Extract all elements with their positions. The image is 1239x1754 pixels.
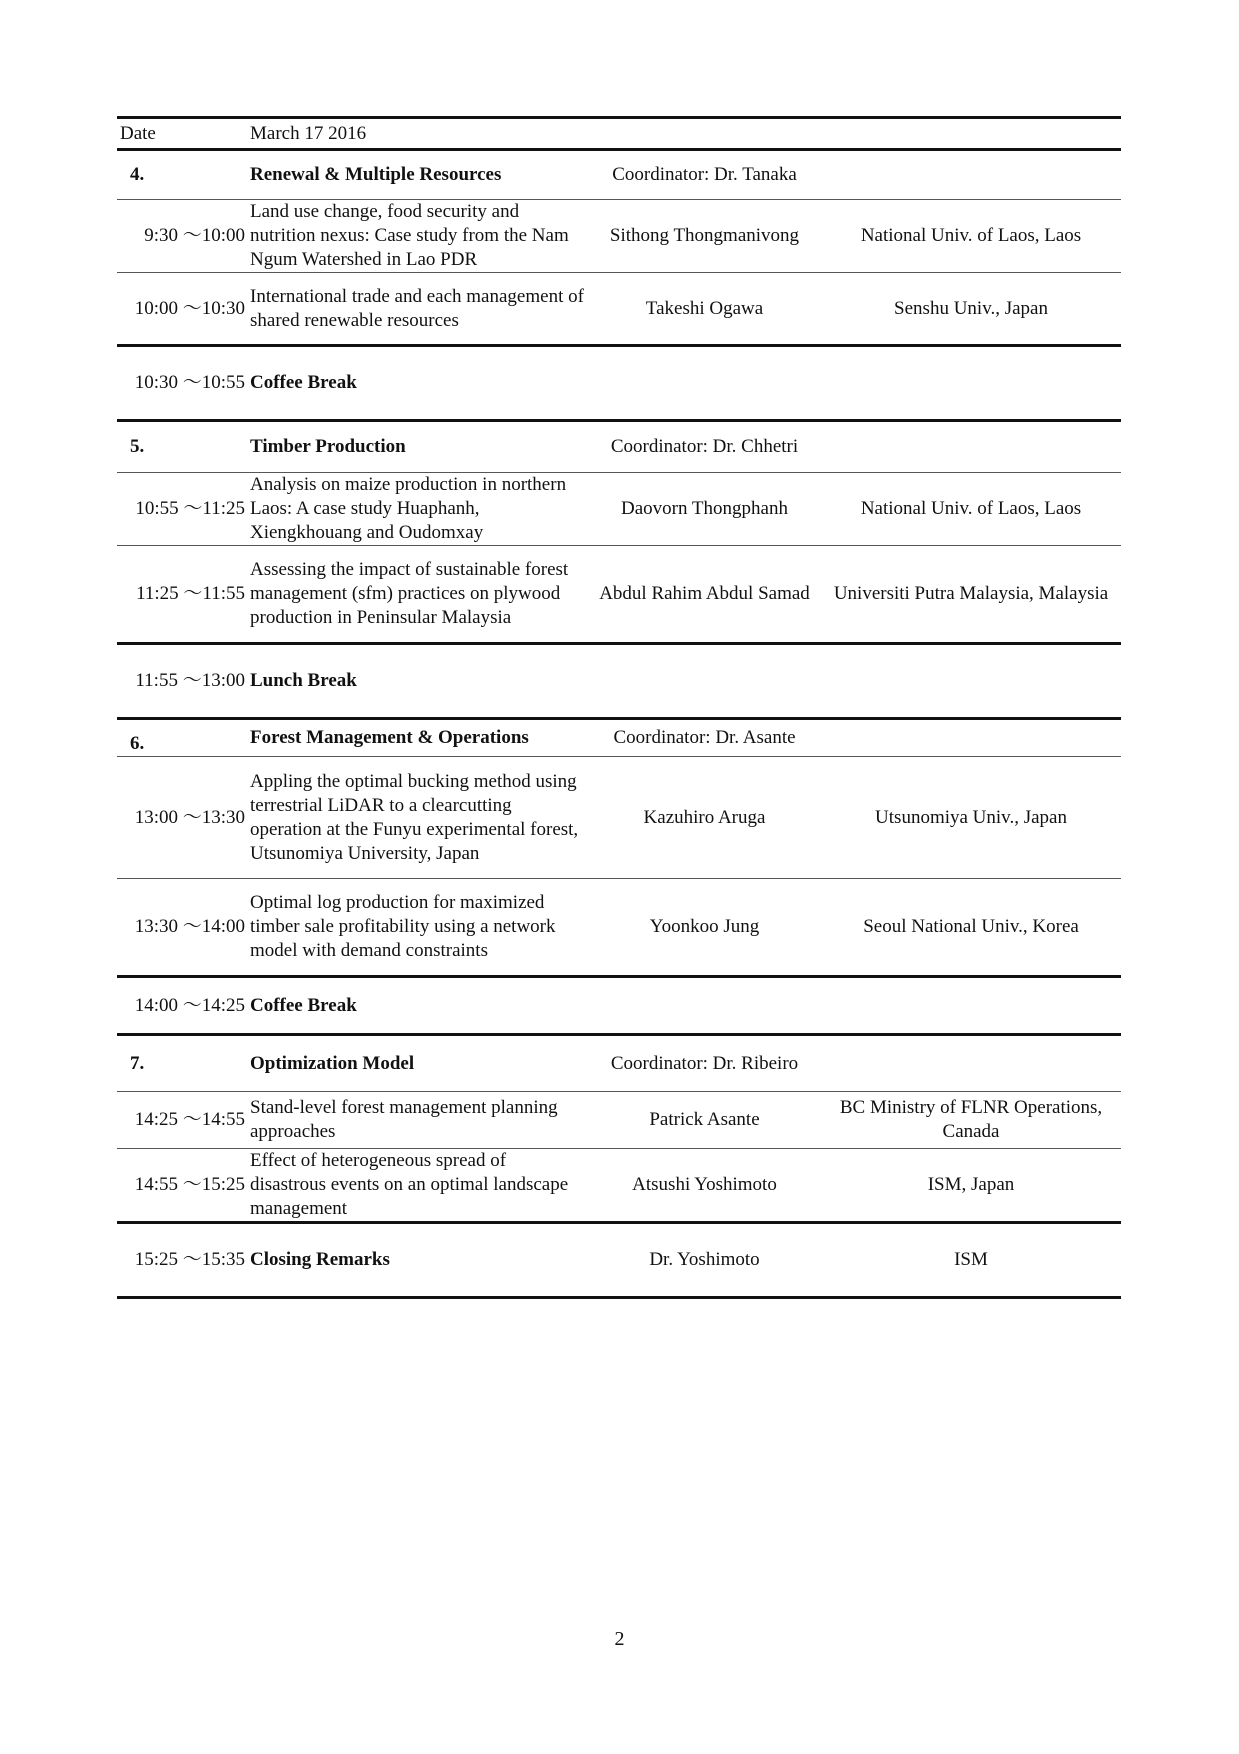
talk-time: 9:30 ～10:00: [117, 200, 247, 273]
talk-time: 11:25 ～11:55: [117, 546, 247, 644]
session-title: Optimization Model: [247, 1035, 588, 1092]
date-value: March 17 2016: [247, 118, 1121, 150]
talk-row: [117, 1149, 1121, 1223]
talk-row: [117, 200, 1121, 273]
session-number: 6.: [117, 719, 247, 757]
talk-title: Effect of heterogeneous spread of disastrous events on an optimal landscape management: [247, 1149, 588, 1223]
talk-speaker: Atsushi Yoshimoto: [588, 1149, 821, 1223]
talk-row: [117, 473, 1121, 546]
talk-row: [117, 757, 1121, 879]
talk-speaker: Daovorn Thongphanh: [588, 473, 821, 546]
talk-affiliation: Universiti Putra Malaysia, Malaysia: [821, 546, 1121, 644]
talk-row: [117, 879, 1121, 977]
session-coordinator: Coordinator: Dr. Chhetri: [588, 421, 821, 473]
break-label: Coffee Break: [250, 372, 357, 393]
break-time: 14:00 ～14:25: [134, 994, 245, 1016]
talk-speaker: Abdul Rahim Abdul Samad: [588, 546, 821, 644]
talk-affiliation: National Univ. of Laos, Laos: [821, 473, 1121, 546]
talk-title: Appling the optimal bucking method using terrestrial LiDAR to a clearcutting operation at the Funyu experimental forest, Utsunomiya University, Japan: [247, 757, 588, 879]
talk-row: [117, 273, 1121, 346]
session-header: [117, 1035, 1121, 1092]
talk-affiliation: National Univ. of Laos, Laos: [821, 200, 1121, 273]
session-number: 4.: [117, 150, 247, 200]
talk-title: International trade and each management of shared renewable resources: [247, 273, 588, 346]
break-row: [117, 977, 1121, 1035]
break-row: [117, 346, 1121, 421]
talk-speaker: Yoonkoo Jung: [588, 879, 821, 977]
talk-time: 14:55 ～15:25: [117, 1149, 247, 1223]
session-title: Renewal & Multiple Resources: [247, 150, 588, 200]
closing-label: Closing Remarks: [247, 1223, 588, 1298]
talk-title: Analysis on maize production in northern Laos: A case study Huaphanh, Xiengkhouang and Oudomxay: [247, 473, 588, 546]
talk-time: 13:00 ～13:30: [117, 757, 247, 879]
talk-affiliation: ISM, Japan: [821, 1149, 1121, 1223]
talk-time: 10:00 ～10:30: [117, 273, 247, 346]
talk-affiliation: Seoul National Univ., Korea: [821, 879, 1121, 977]
session-header: [117, 719, 1121, 757]
date-row: [117, 118, 1121, 150]
session-coordinator: Coordinator: Dr. Tanaka: [588, 150, 821, 200]
date-label: Date: [117, 118, 247, 150]
talk-row: [117, 546, 1121, 644]
talk-speaker: Patrick Asante: [588, 1092, 821, 1149]
talk-title: Optimal log production for maximized timber sale profitability using a network model with demand constraints: [247, 879, 588, 977]
session-title: Timber Production: [247, 421, 588, 473]
break-time: 10:30 ～10:55: [134, 372, 245, 393]
talk-time: 10:55 ～11:25: [117, 473, 247, 546]
talk-title: Stand-level forest management planning approaches: [247, 1092, 588, 1149]
talk-title: Assessing the impact of sustainable forest management (sfm) practices on plywood production in Peninsular Malaysia: [247, 546, 588, 644]
break-label: Coffee Break: [250, 994, 357, 1016]
session-header: [117, 421, 1121, 473]
talk-row: [117, 1092, 1121, 1149]
closing-speaker: Dr. Yoshimoto: [588, 1223, 821, 1298]
talk-time: 14:25 ～14:55: [117, 1092, 247, 1149]
closing-row: [117, 1223, 1121, 1298]
closing-affiliation: ISM: [821, 1223, 1121, 1298]
talk-speaker: Takeshi Ogawa: [588, 273, 821, 346]
break-time: 11:55 ～13:00: [135, 670, 245, 691]
talk-affiliation: BC Ministry of FLNR Operations, Canada: [821, 1092, 1121, 1149]
talk-time: 13:30 ～14:00: [117, 879, 247, 977]
talk-affiliation: Senshu Univ., Japan: [821, 273, 1121, 346]
session-number: 5.: [117, 421, 247, 473]
page-number: 2: [614, 1628, 625, 1650]
schedule-table: [117, 116, 1121, 1299]
session-header: [117, 150, 1121, 200]
break-label: Lunch Break: [250, 670, 357, 691]
session-number: 7.: [117, 1035, 247, 1092]
break-row: [117, 644, 1121, 719]
talk-speaker: Kazuhiro Aruga: [588, 757, 821, 879]
session-coordinator: Coordinator: Dr. Asante: [588, 719, 821, 757]
session-title: Forest Management & Operations: [247, 719, 588, 757]
talk-title: Land use change, food security and nutrition nexus: Case study from the Nam Ngum Watershed in Lao PDR: [247, 200, 588, 273]
talk-speaker: Sithong Thongmanivong: [588, 200, 821, 273]
session-coordinator: Coordinator: Dr. Ribeiro: [588, 1035, 821, 1092]
talk-affiliation: Utsunomiya Univ., Japan: [821, 757, 1121, 879]
closing-time: 15:25 ～15:35: [117, 1223, 247, 1298]
